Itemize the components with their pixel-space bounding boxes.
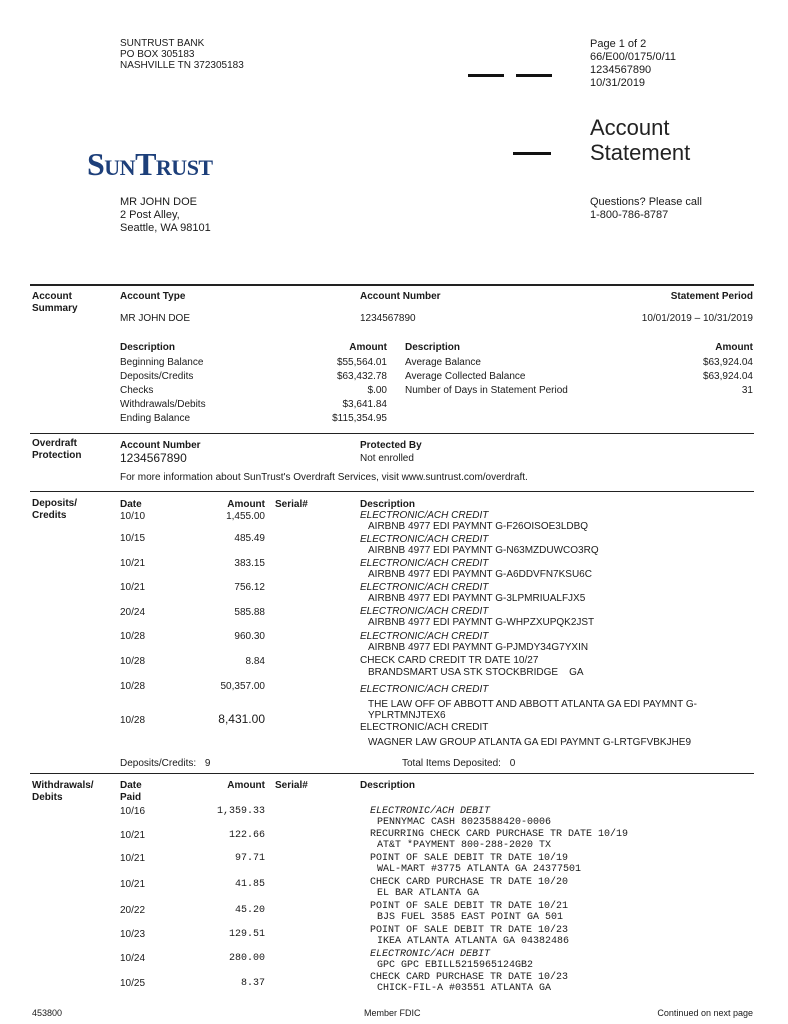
page-number: Page 1 of 2 xyxy=(590,38,647,50)
protected-by-value: Not enrolled xyxy=(360,453,414,464)
withdrawal-desc-line2: BJS FUEL 3585 EAST POINT GA 501 xyxy=(377,912,564,923)
withdrawal-date: 10/21 xyxy=(120,830,146,841)
withdrawals-section-label xyxy=(32,780,94,804)
withdrawal-desc-line2: IKEA ATLANTA ATLANTA GA 04382486 xyxy=(377,936,570,947)
deposits-label-line2: Credits xyxy=(32,510,67,521)
total-items-value: 0 xyxy=(509,758,516,769)
divider xyxy=(30,284,754,286)
page-date: 10/31/2019 xyxy=(590,77,646,89)
deposit-amount: 8.84 xyxy=(245,656,265,667)
protected-by-header: Protected By xyxy=(360,440,422,451)
withdrawal-date: 10/21 xyxy=(120,853,146,864)
overdraft-number-value: 1234567890 xyxy=(120,451,187,465)
statement-title xyxy=(590,115,690,165)
summary-amount-header: Amount xyxy=(349,342,387,353)
footer-continued: Continued on next page xyxy=(657,1008,753,1018)
deposits-desc-header: Description xyxy=(360,499,416,510)
summary-label-line2: Summary xyxy=(32,303,78,314)
summary-item: Withdrawals/Debits xyxy=(120,399,206,410)
deposit-date: 10/21 xyxy=(120,582,146,593)
withdrawal-amount: 1,359.33 xyxy=(216,806,265,817)
deposit-date: 10/28 xyxy=(120,656,146,667)
overdraft-number-header: Account Number xyxy=(120,440,201,451)
deposit-amount: 485.49 xyxy=(234,533,265,544)
withdrawal-desc-line1: ELECTRONIC/ACH DEBIT xyxy=(370,949,491,960)
summary-amount: $63,432.78 xyxy=(336,371,387,382)
deposit-desc-line2: AIRBNB 4977 EDI PAYMNT G-WHPZXUPQK2JST xyxy=(368,617,595,628)
dash-decoration xyxy=(513,152,551,155)
title-line-2: Statement xyxy=(590,140,691,165)
withdrawal-amount: 8.37 xyxy=(240,978,265,989)
withdrawal-desc-line2: PENNYMAC CASH 8023588420-0006 xyxy=(377,817,552,828)
withdrawal-amount: 41.85 xyxy=(234,879,265,890)
deposit-date: 10/28 xyxy=(120,631,146,642)
page-info xyxy=(590,38,676,90)
suntrust-logo xyxy=(87,146,213,183)
withdrawals-label-line1: Withdrawals/ xyxy=(32,780,94,791)
withdrawal-desc-line1: CHECK CARD PURCHASE TR DATE 10/23 xyxy=(370,972,569,983)
summary-item: Checks xyxy=(120,385,154,396)
withdrawal-amount: 97.71 xyxy=(234,853,265,864)
deposit-date: 10/15 xyxy=(120,533,146,544)
withdrawal-amount: 280.00 xyxy=(228,953,265,964)
withdrawal-date: 10/21 xyxy=(120,879,146,890)
deposit-date: 10/21 xyxy=(120,558,146,569)
total-items-deposited xyxy=(402,758,515,770)
questions-contact xyxy=(590,196,702,222)
deposit-desc-line2: THE LAW OFF OF ABBOTT AND ABBOTT ATLANTA GA EDI PAYMNT G- xyxy=(368,699,697,710)
account-type-header: Account Type xyxy=(120,291,186,302)
divider xyxy=(30,491,754,492)
page-account: 1234567890 xyxy=(590,64,652,76)
withdrawal-amount: 45.20 xyxy=(234,905,265,916)
deposit-desc-line3: WAGNER LAW GROUP ATLANTA GA EDI PAYMNT G-LRTGFVBKJHE9 xyxy=(368,737,692,748)
summary-right-amounts xyxy=(666,356,753,398)
withdrawal-desc-line1: POINT OF SALE DEBIT TR DATE 10/23 xyxy=(370,925,569,936)
overdraft-label-line2: Protection xyxy=(32,450,82,461)
dash-decoration xyxy=(468,74,504,77)
deposit-desc-line1: ELECTRONIC/ACH CREDIT xyxy=(360,510,489,521)
statement-period-header: Statement Period xyxy=(670,291,753,302)
summary-item: Beginning Balance xyxy=(120,357,204,368)
deposit-desc-line2: AIRBNB 4977 EDI PAYMNT G-N63MZDUWCO3RQ xyxy=(368,545,599,556)
overdraft-info: For more information about SunTrust's Overdraft Services, visit www.suntrust.com/overdraft. xyxy=(120,472,528,483)
overdraft-section-label xyxy=(32,438,81,462)
withdrawal-date: 10/25 xyxy=(120,978,146,989)
summary-item: Average Balance xyxy=(405,357,481,368)
summary-amount-header-right: Amount xyxy=(715,342,753,353)
withdrawal-date: 10/24 xyxy=(120,953,146,964)
account-number-header: Account Number xyxy=(360,291,441,302)
deposit-date: 20/24 xyxy=(120,607,146,618)
logo-text: SunTrust xyxy=(87,146,213,182)
deposit-desc-line2: AIRBNB 4977 EDI PAYMNT G-PJMDY34G7YXIN xyxy=(368,642,589,653)
summary-left-amounts xyxy=(300,356,387,426)
summary-desc-header: Description xyxy=(120,342,176,353)
summary-amount: $115,354.95 xyxy=(332,413,387,424)
summary-item: Ending Balance xyxy=(120,413,191,424)
deposit-desc-line1: ELECTRONIC/ACH CREDIT xyxy=(360,558,489,569)
deposit-desc-line1: ELECTRONIC/ACH CREDIT xyxy=(360,582,489,593)
deposit-desc-line2: ELECTRONIC/ACH CREDIT xyxy=(360,722,489,733)
withdrawal-desc-line1: POINT OF SALE DEBIT TR DATE 10/21 xyxy=(370,901,569,912)
deposit-amount: 1,455.00 xyxy=(226,511,265,522)
summary-label-line1: Account xyxy=(32,291,72,302)
summary-item: Deposits/Credits xyxy=(120,371,194,382)
summary-amount: $.00 xyxy=(367,385,387,396)
withdrawals-date-header-line1: Date xyxy=(120,780,142,791)
deposits-label-line1: Deposits/ xyxy=(32,498,78,509)
footer-member-fdic: Member FDIC xyxy=(364,1008,421,1018)
deposit-desc-line2: AIRBNB 4977 EDI PAYMNT G-3LPMRIUALFJX5 xyxy=(368,593,586,604)
withdrawal-date: 20/22 xyxy=(120,905,146,916)
withdrawal-date: 10/23 xyxy=(120,929,146,940)
summary-desc-header-right: Description xyxy=(405,342,461,353)
divider xyxy=(30,433,754,434)
deposit-amount: 50,357.00 xyxy=(220,681,265,692)
withdrawals-date-header xyxy=(120,780,142,804)
account-type-value: MR JOHN DOE xyxy=(120,313,190,324)
customer-name: MR JOHN DOE xyxy=(120,196,197,208)
customer-city: Seattle, WA 98101 xyxy=(120,222,211,234)
deposits-serial-header: Serial# xyxy=(275,499,308,510)
deposit-date: 10/28 xyxy=(120,715,146,726)
deposit-amount: 585.88 xyxy=(234,607,265,618)
deposit-amount: 960.30 xyxy=(234,631,265,642)
deposits-count-value: 9 xyxy=(204,758,211,769)
customer-address xyxy=(120,196,211,235)
deposit-date: 10/10 xyxy=(120,511,146,522)
withdrawal-desc-line1: ELECTRONIC/ACH DEBIT xyxy=(370,806,491,817)
overdraft-label-line1: Overdraft xyxy=(32,438,78,449)
withdrawal-desc-line1: RECURRING CHECK CARD PURCHASE TR DATE 10/19 xyxy=(370,829,629,840)
withdrawal-desc-line2: WAL-MART #3775 ATLANTA GA 24377501 xyxy=(377,864,582,875)
deposits-section-label xyxy=(32,498,77,522)
deposit-desc-line1: ELECTRONIC/ACH CREDIT xyxy=(360,684,489,695)
deposits-amount-header: Amount xyxy=(227,499,265,510)
deposit-desc-line2: AIRBNB 4977 EDI PAYMNT G-A6DDVFN7KSU6C xyxy=(368,569,592,580)
customer-street: 2 Post Alley, xyxy=(120,209,180,221)
summary-item: Average Collected Balance xyxy=(405,371,526,382)
deposit-desc-line1: ELECTRONIC/ACH CREDIT xyxy=(360,606,489,617)
dash-decoration xyxy=(516,74,552,77)
withdrawal-desc-line2: CHICK-FIL-A #03551 ATLANTA GA xyxy=(377,983,552,994)
summary-amount: $63,924.04 xyxy=(702,357,753,368)
divider xyxy=(30,773,754,774)
deposit-amount: 8,431.00 xyxy=(218,712,265,726)
deposit-date: 10/28 xyxy=(120,681,146,692)
summary-amount: $63,924.04 xyxy=(702,371,753,382)
deposits-count xyxy=(120,758,210,770)
deposits-count-label: Deposits/Credits: xyxy=(120,758,197,769)
bank-po-box: PO BOX 305183 xyxy=(120,49,195,60)
questions-text: Questions? Please call xyxy=(590,196,702,208)
bank-address xyxy=(120,38,244,71)
summary-amount: 31 xyxy=(741,385,753,396)
deposit-desc-line2: BRANDSMART USA STK STOCKBRIDGE GA xyxy=(368,667,584,678)
summary-amount: $3,641.84 xyxy=(342,399,387,410)
withdrawal-desc-line1: POINT OF SALE DEBIT TR DATE 10/19 xyxy=(370,853,569,864)
bank-name: SUNTRUST BANK xyxy=(120,38,205,49)
withdrawal-desc-line2: GPC GPC EBILL5215965124GB2 xyxy=(377,960,534,971)
withdrawals-serial-header: Serial# xyxy=(275,780,308,791)
deposit-amount: 756.12 xyxy=(234,582,265,593)
withdrawals-date-header-line2: Paid xyxy=(120,792,142,803)
title-line-1: Account xyxy=(590,115,670,140)
summary-right-descs xyxy=(405,356,568,398)
questions-phone: 1-800-786-8787 xyxy=(590,209,669,221)
bank-city: NASHVILLE TN 372305183 xyxy=(120,60,244,71)
statement-period-value: 10/01/2019 – 10/31/2019 xyxy=(641,313,753,324)
withdrawals-desc-header: Description xyxy=(360,780,416,791)
summary-amount: $55,564.01 xyxy=(336,357,387,368)
summary-item: Number of Days in Statement Period xyxy=(405,385,568,396)
withdrawal-amount: 129.51 xyxy=(228,929,265,940)
withdrawal-desc-line2: EL BAR ATLANTA GA xyxy=(377,888,480,899)
deposit-desc-line1: ELECTRONIC/ACH CREDIT xyxy=(360,534,489,545)
deposit-amount: 383.15 xyxy=(234,558,265,569)
deposit-desc-line1: ELECTRONIC/ACH CREDIT xyxy=(360,631,489,642)
summary-left-descs xyxy=(120,356,206,426)
withdrawal-desc-line2: AT&T *PAYMENT 800-288-2020 TX xyxy=(377,840,552,851)
total-items-label: Total Items Deposited: xyxy=(402,758,501,769)
withdrawals-amount-header: Amount xyxy=(227,780,265,791)
withdrawal-date: 10/16 xyxy=(120,806,146,817)
withdrawal-amount: 122.66 xyxy=(228,830,265,841)
withdrawals-label-line2: Debits xyxy=(32,792,63,803)
withdrawal-desc-line1: CHECK CARD PURCHASE TR DATE 10/20 xyxy=(370,877,569,888)
deposit-desc-line1: CHECK CARD CREDIT TR DATE 10/27 xyxy=(360,655,539,666)
account-number-value: 1234567890 xyxy=(360,313,416,324)
deposit-desc-line2: AIRBNB 4977 EDI PAYMNT G-F26OISOE3LDBQ xyxy=(368,521,589,532)
page-code: 66/E00/0175/0/11 xyxy=(590,51,677,63)
summary-section-label xyxy=(32,291,78,315)
footer-code: 453800 xyxy=(32,1008,63,1018)
deposit-desc-line1: YPLRTMNJTEX6 xyxy=(368,710,446,721)
deposits-date-header: Date xyxy=(120,499,142,510)
